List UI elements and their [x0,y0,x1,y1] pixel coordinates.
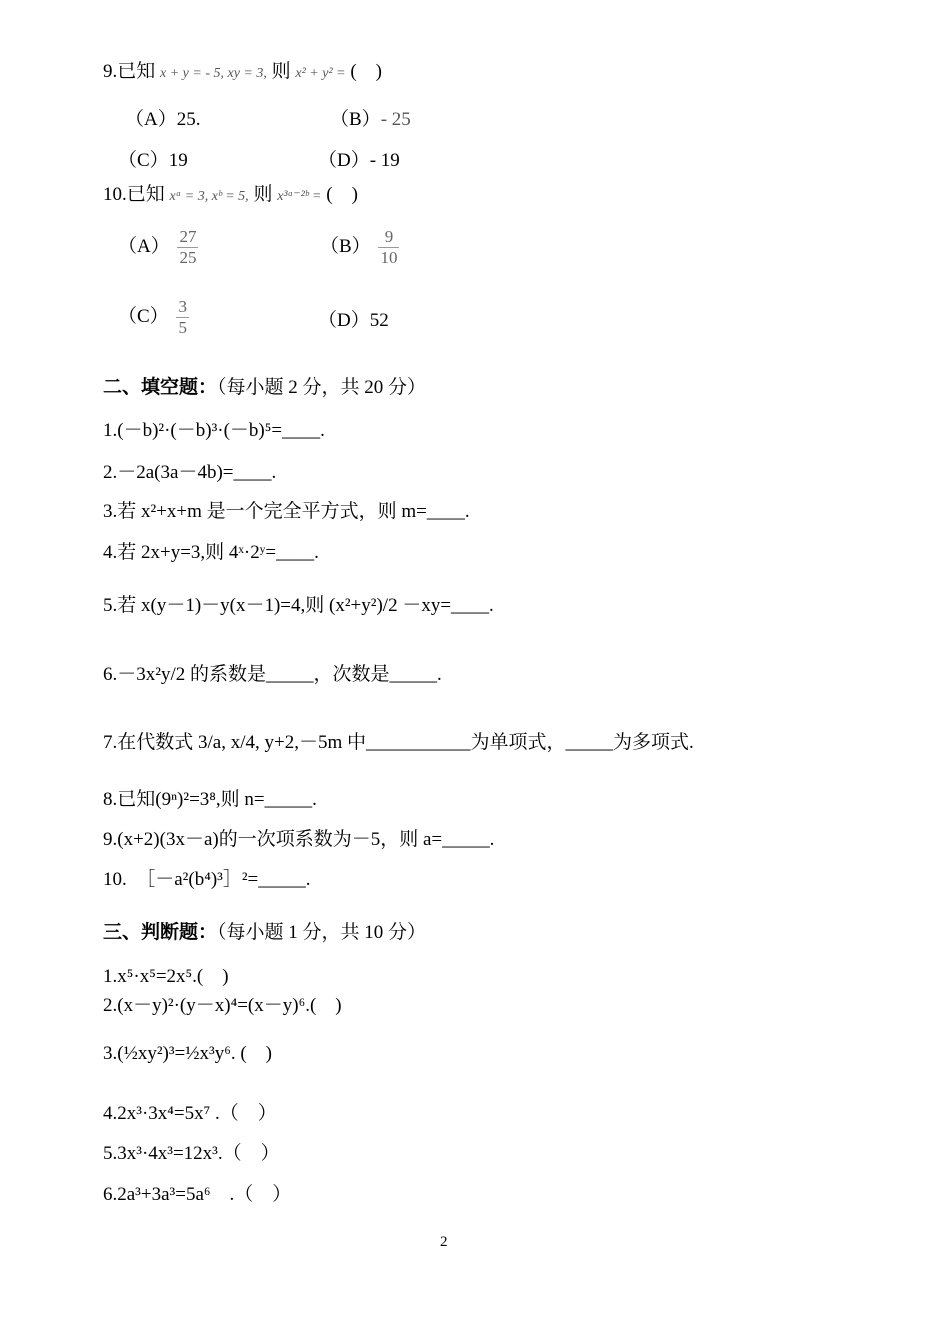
q9-option-c: （C）19 [118,150,188,171]
q10-option-a: （A） $\frac{27}{25}$ [118,227,197,267]
q10-condition: xᵃ = 3, xᵇ = 5, [169,189,249,204]
section-3-heading: 三、判断题：（每小题 1 分，共 10 分） [103,922,427,943]
fill-item-8: 8.已知(9ⁿ)²=3⁸,则 n=_____. [103,789,317,810]
judge-item-1: 1.x⁵·x⁵=2x⁵.( ) [103,966,229,987]
fill-item-3: 3.若 x²+x+m 是一个完全平方式，则 m=____. [103,501,470,522]
q10-option-c: （C） $\frac{3}{5}$ [118,297,187,337]
judge-item-3: 3.(½xy²)³=½x³y⁶. ( ) [103,1043,272,1064]
page-number: 2 [440,1234,448,1250]
fill-item-5: 5.若 x(y－1)－y(x－1)=4,则 (x²+y²)/2 －xy=____. [103,595,494,616]
q10-expression: x³ᵃ⁻²ᵇ = [277,189,322,204]
section-2-heading: 二、填空题：（每小题 2 分，共 20 分） [103,377,427,398]
fill-item-2: 2.－2a(3a－4b)=____. [103,462,277,483]
judge-item-5: 5.3x³·4x³=12x³.（ ） [103,1143,280,1164]
fill-item-9: 9.(x+2)(3x－a)的一次项系数为－5，则 a=_____. [103,829,495,850]
fill-item-1: 1.(－b)²·(－b)³·(－b)⁵=____. [103,420,325,441]
q9-option-b: （B）- 25 [330,109,411,130]
q10-option-d: （D）52 [318,310,389,331]
q10-option-b: （B） $\frac{9}{10}$ [320,227,398,267]
judge-item-2: 2.(x－y)²·(y－x)⁴=(x－y)⁶.( ) [103,995,342,1016]
q9-condition: x + y = - 5, xy = 3, [160,66,267,81]
q9-option-a: （A）25. [125,109,201,130]
fill-item-4: 4.若 2x+y=3,则 4ˣ·2ʸ=____. [103,542,319,563]
judge-item-4: 4.2x³·3x⁴=5x⁷ .（ ） [103,1103,277,1124]
q9-option-d: （D）- 19 [318,150,400,171]
judge-item-6: 6.2a³+3a³=5a⁶ .（ ） [103,1184,292,1205]
q9-expression: x² + y² = [295,66,346,81]
choice-question-9: 9.已知 x + y = - 5, xy = 3, 则 x² + y² = ( ) [103,61,383,82]
fill-item-10: 10. ［－a²(b⁴)³］²=_____. [103,869,311,890]
fill-item-7: 7.在代数式 3/a, x/4, y+2,－5m 中___________为单项式，_____为多项式. [103,732,694,753]
fill-item-6: 6.－3x²y/2 的系数是_____，次数是_____. [103,664,442,685]
choice-question-10: 10.已知 xᵃ = 3, xᵇ = 5, 则 x³ᵃ⁻²ᵇ = ( ) [103,184,358,205]
